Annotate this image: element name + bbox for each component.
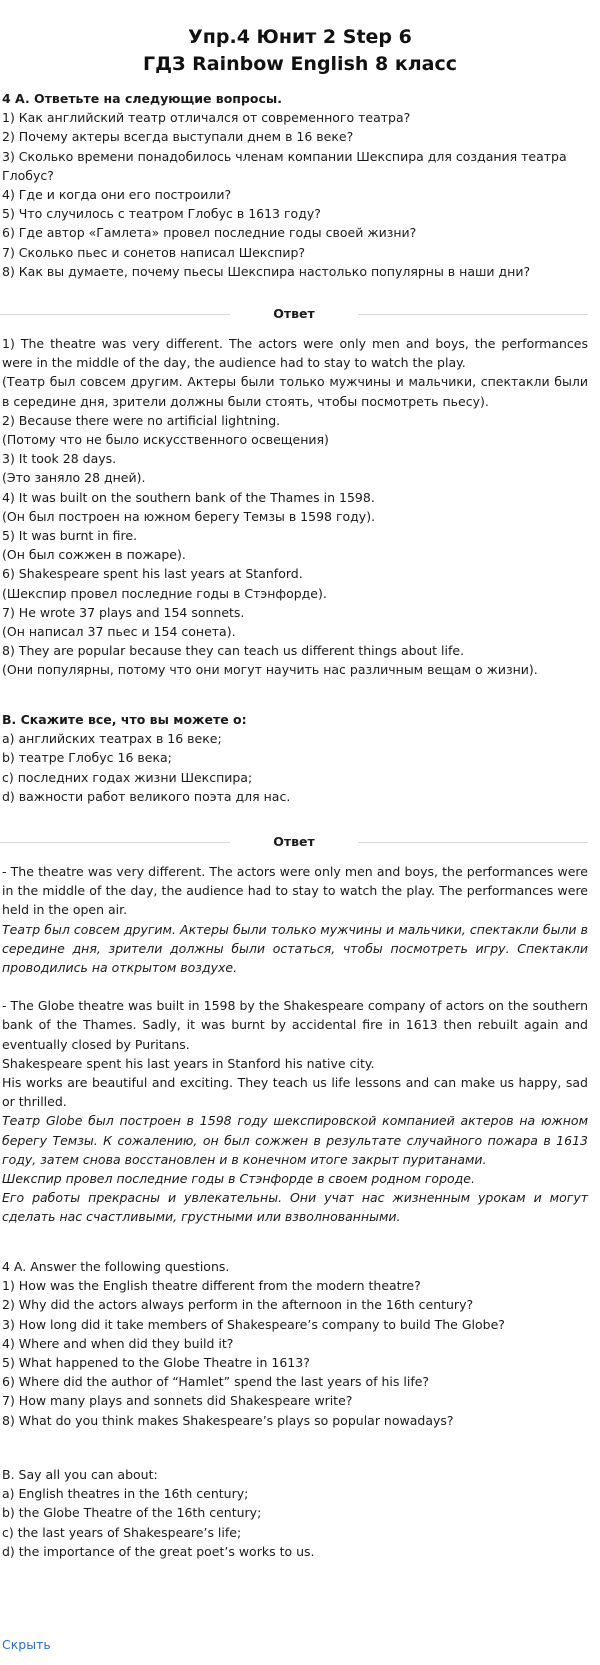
english-question: 4) Where and when did they build it? [2,1335,234,1351]
answer-label-2: Ответ [265,834,323,849]
answer-line: (Он был сожжен в пожаре). [2,547,186,563]
task-item: d) важности работ великого поэта для нас. [2,788,291,804]
answer-b-p2-ru3: Его работы прекрасны и увлекательны. Они учат нас жизненным урокам и могут сделать нас счастливыми, грустными или взволнованными. [2,1190,588,1225]
answer-line: 6) Shakespeare spent his last years at Stanford. [2,566,303,582]
answer-line: (Он написал 37 пьес и 154 сонета). [2,624,236,640]
english-task: d) the importance of the great poet’s works to us. [2,1543,315,1559]
answer-line: 5) It was burnt in fire. [2,528,138,544]
answer-b-p2-en1: - The Globe theatre was built in 1598 by the Shakespeare company of actors on the southern bank of the Thames. Sadly, it was burnt by accidental fire in 1613 then rebuilt again and eventually closed by Puritans. [2,998,588,1052]
answer-1-ru: (Театр был совсем другим. Актеры были только мужчины и мальчики, спектакли были в середине дня, зрители должны были стоять, чтобы посмотреть пьесу). [2,374,588,409]
english-b-heading: B. Say all you can about: [2,1467,158,1482]
answer-line: 4) It was built on the southern bank of the Thames in 1598. [2,489,375,505]
answer-b-p2-ru1: Театр Globe был построен в 1598 году шекспировской компанией актеров на южном берегу Темзы. К сожалению, он был сожжен в результате случайного пожара в 1613 году, затем снова восстановлен и в конечном итоге закрыт пуританами. [2,1113,588,1167]
section-b-tasks [2,710,588,806]
section-b-heading: B. Скажите все, что вы можете о: [2,712,247,727]
english-question: 7) How many plays and sonnets did Shakespeare write? [2,1393,353,1409]
question-4: 4) Где и когда они его построили? [2,187,232,203]
answer-line: (Это заняло 28 дней). [2,470,146,486]
english-question: 6) Where did the author of “Hamlet” spend the last years of his life? [2,1374,430,1390]
question-2: 2) Почему актеры всегда выступали днем в 16 веке? [2,129,354,145]
page-title [0,24,600,78]
english-a-questions [2,1257,588,1430]
section-a-questions [2,89,588,281]
answer-b-p2-en3: His works are beautiful and exciting. They teach us life lessons and can make us happy, sad or thrilled. [2,1075,588,1110]
answer-b-p1-en: - The theatre was very different. The actors were only men and boys, the performances were in the middle of the day, the audience had to stay to watch the play. The performances were held in the open air. [2,864,588,918]
english-task: b) the Globe Theatre of the 16th century; [2,1505,262,1521]
question-3: 3) Сколько времени понадобилось членам компании Шекспира для создания театра Глобус? [2,148,567,183]
answer-b-p1-ru: Театр был совсем другим. Актеры были только мужчины и мальчики, спектакли были в середине дня, зрители должны были остаться, чтобы посмотреть игру. Спектакли проводились на открытом воздухе. [2,921,588,976]
answer-divider-1 [0,306,588,322]
answers-b [2,862,588,1227]
answer-line: 3) It took 28 days. [2,451,117,467]
english-task: c) the last years of Shakespeare’s life; [2,1524,242,1540]
answer-line: (Он был построен на южном берегу Темзы в 1598 году). [2,508,376,524]
english-task: a) English theatres in the 16th century; [2,1486,249,1502]
answer-line: (Потому что не было искусственного освещения) [2,432,329,448]
question-7: 7) Сколько пьес и сонетов написал Шекспир? [2,244,306,260]
english-question: 2) Why did the actors always perform in the afternoon in the 16th century? [2,1297,474,1313]
answer-divider-2 [0,834,588,850]
question-8: 8) Как вы думаете, почему пьесы Шекспира настолько популярны в наши дни? [2,263,531,279]
answer-line: 8) They are popular because they can teach us different things about life. [2,643,465,659]
question-6: 6) Где автор «Гамлета» провел последние годы своей жизни? [2,225,417,241]
section-a-heading: 4 A. Ответьте на следующие вопросы. [2,91,282,106]
question-5: 5) Что случилось с театром Глобус в 1613 году? [2,206,321,222]
answer-line: 7) He wrote 37 plays and 154 sonnets. [2,604,245,620]
answer-1-en: 1) The theatre was very different. The actors were only men and boys, the performances were in the middle of the day, the audience had to stay to watch the play. [2,336,588,371]
english-question: 8) What do you think makes Shakespeare’s plays so popular nowadays? [2,1412,454,1428]
english-question: 1) How was the English theatre different from the modern theatre? [2,1278,421,1294]
answer-line: 2) Because there were no artificial lightning. [2,412,281,428]
english-a-heading: 4 A. Answer the following questions. [2,1259,230,1274]
question-1: 1) Как английский театр отличался от современного театра? [2,110,411,126]
hide-link[interactable]: Скрыть [2,1637,51,1652]
title-line-1: Упр.4 Юнит 2 Step 6 [188,26,412,48]
answer-b-p2-en2: Shakespeare spent his last years in Stanford his native city. [2,1055,375,1071]
english-question: 5) What happened to the Globe Theatre in 1613? [2,1355,310,1371]
task-item: a) английских театрах в 16 веке; [2,731,222,747]
task-item: c) последних годах жизни Шекспира; [2,769,253,785]
answers-a [2,334,588,680]
english-b-tasks [2,1465,588,1561]
task-item: b) театре Глобус 16 века; [2,750,172,766]
answer-label-1: Ответ [265,306,323,321]
answer-line: (Шекспир провел последние годы в Стэнфорде). [2,585,327,601]
answer-line: (Они популярны, потому что они могут научить нас различным вещам о жизни). [2,662,538,678]
english-question: 3) How long did it take members of Shakespeare’s company to build The Globe? [2,1316,505,1332]
answer-b-p2-ru2: Шекспир провел последние годы в Стэнфорде в своем родном городе. [2,1171,475,1187]
title-line-2: ГДЗ Rainbow English 8 класс [142,53,458,75]
